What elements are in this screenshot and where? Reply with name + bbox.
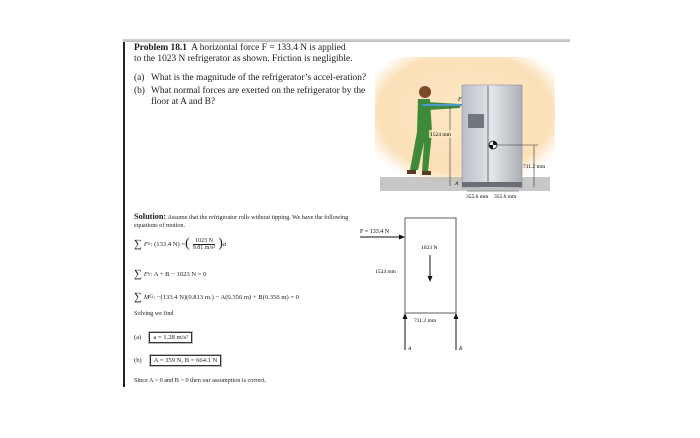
answer-b-box: A = 359 N, B = 664.1 N — [150, 355, 222, 366]
question-b: (b) What normal forces are exerted on the refrigerator by the floor at A and B? — [134, 86, 366, 107]
sigma-icon: ∑ — [134, 291, 142, 303]
fbd-height-label: 1524 mm — [375, 269, 396, 275]
page-top-border — [123, 39, 570, 42]
free-body-diagram — [350, 210, 490, 360]
solving-text: Solving we find — [134, 310, 174, 317]
fbd-weight-label: 1023 N — [421, 245, 438, 251]
fbd-force-label: F = 133.4 N — [360, 229, 390, 235]
equation-sum-fx: ∑ F x : (133.4 N) = ( $\frac{1023 N}{\text{9.81 m/s²}}$ ) a — [134, 236, 227, 251]
fig-cg-height-label: 711.2 mm — [523, 164, 546, 170]
sigma-icon: ∑ — [134, 238, 142, 250]
fig-half-width-right: 355.6 mm — [494, 194, 517, 200]
fig-half-width-left: 355.6 mm — [466, 194, 489, 200]
fbd-a-label: A — [408, 346, 412, 352]
answer-a: (a) a = 1.28 m/s² — [134, 332, 192, 343]
left-margin-rule — [123, 42, 125, 387]
solution-intro-text: Assume that the refrigerator rolls without tipping. We have the following equations of motion. — [134, 214, 349, 229]
fig-force-label: F — [458, 97, 462, 103]
fbd-width-label: 711.2 mm — [414, 318, 437, 324]
fig-height-label: 1524 mm — [430, 132, 451, 138]
equation-sum-fy: ∑ F y : A + B − 1023 N = 0 — [134, 268, 207, 280]
fig-point-a: A — [455, 181, 459, 187]
mass-fraction: $\frac{1023 N}{\text{9.81 m/s²}}$ — [192, 237, 216, 251]
solution-heading: Solution: — [134, 212, 167, 221]
refrigerator-icon — [462, 85, 522, 188]
solution-intro — [134, 213, 364, 230]
equation-sum-moments: ∑ M G : −(133.4 N)(0.813 m.) − A(0.356 m) + B(0.356 m) = 0 — [134, 291, 299, 303]
sigma-icon: ∑ — [134, 268, 142, 280]
problem-number: Problem 18.1 — [134, 43, 187, 53]
problem-statement — [134, 43, 370, 108]
answer-a-box: a = 1.28 m/s² — [149, 332, 192, 343]
problem-line-1: A horizontal force F = 133.4 N is applied — [191, 43, 346, 53]
refrigerator-illustration — [370, 52, 560, 202]
answer-b: (b) A = 359 N, B = 664.1 N — [134, 355, 221, 366]
problem-line-2: to the 1023 N refrigerator as shown. Friction is negligible. — [134, 54, 353, 64]
fbd-b-label: B — [459, 346, 463, 352]
conclusion-text: Since A > 0 and B > 0 then our assumption is correct. — [134, 377, 267, 384]
question-a: (a) What is the magnitude of the refrigerator’s accel-eration? — [134, 73, 367, 83]
